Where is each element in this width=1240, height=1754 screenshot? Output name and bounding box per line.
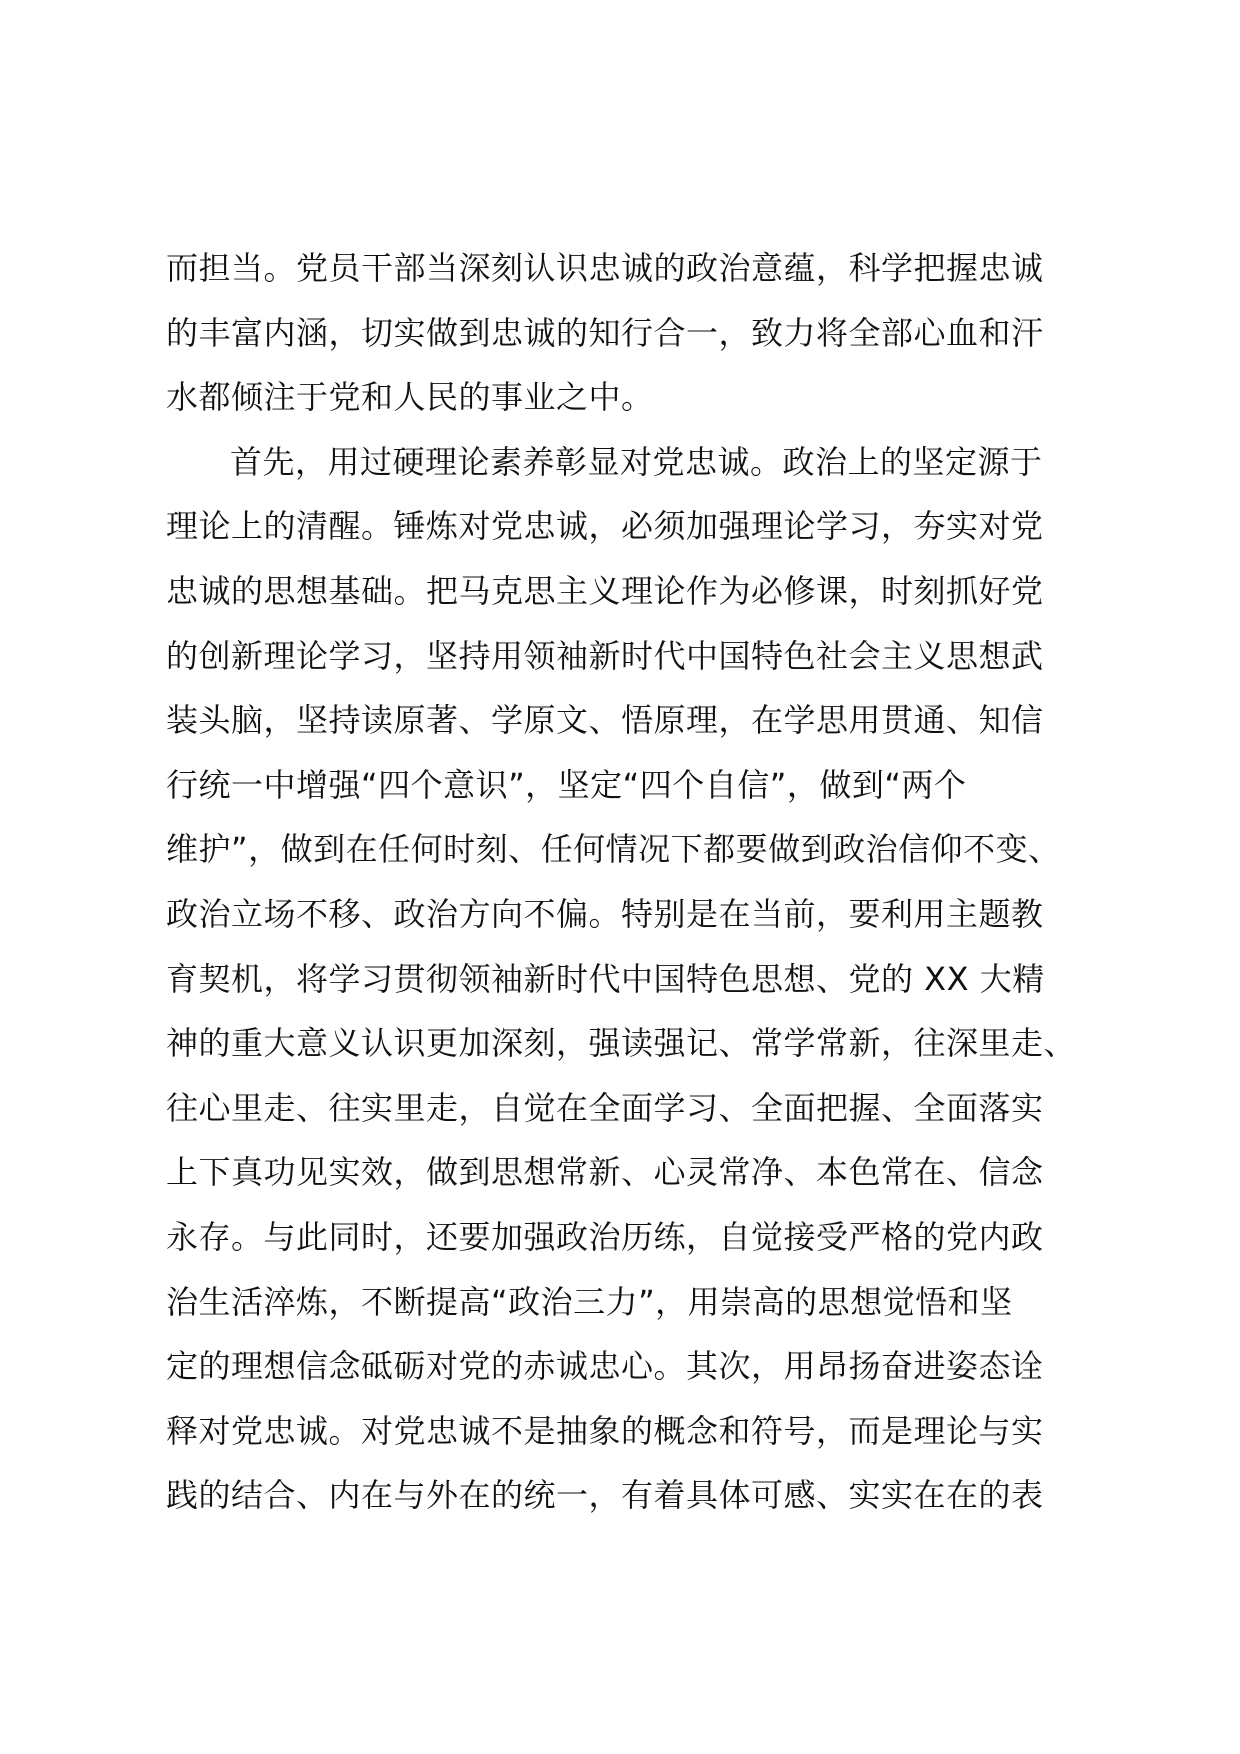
text-line: 水都倾注于党和人民的事业之中。 <box>166 378 654 417</box>
text-line: 释对党忠诚。对党忠诚不是抽象的概念和符号，而是理论与实 <box>166 1411 1044 1450</box>
text-line: 神的重大意义认识更加深刻，强读强记、常学常新，往深里走、 <box>166 1024 1077 1063</box>
text-line: 行统一中增强“四个意识”，坚定“四个自信”，做到“两个 <box>166 765 967 804</box>
text-line: 维护”，做到在任何时刻、任何情况下都要做到政治信仰不变、 <box>166 830 1061 869</box>
text-line: 上下真功见实效，做到思想常新、心灵常净、本色常在、信念 <box>166 1153 1044 1192</box>
paragraph-first-line: 首先，用过硬理论素养彰显对党忠诚。政治上的坚定源于 <box>230 442 1043 481</box>
text-line: 装头脑，坚持读原著、学原文、悟原理，在学思用贯通、知信 <box>166 701 1044 740</box>
text-line: 永存。与此同时，还要加强政治历练，自觉接受严格的党内政 <box>166 1217 1044 1256</box>
text-line: 的创新理论学习，坚持用领袖新时代中国特色社会主义思想武 <box>166 636 1044 675</box>
text-line: 育契机，将学习贯彻领袖新时代中国特色思想、党的 XX 大精 <box>166 959 1045 998</box>
text-line: 往心里走、往实里走，自觉在全面学习、全面把握、全面落实 <box>166 1088 1044 1127</box>
text-line: 治生活淬炼，不断提高“政治三力”，用崇高的思想觉悟和坚 <box>166 1282 1013 1321</box>
body-text <box>166 236 1086 1528</box>
text-line: 的丰富内涵，切实做到忠诚的知行合一，致力将全部心血和汗 <box>166 313 1044 352</box>
text-line: 理论上的清醒。锤炼对党忠诚，必须加强理论学习，夯实对党 <box>166 507 1044 546</box>
text-line: 政治立场不移、政治方向不偏。特别是在当前，要利用主题教 <box>166 894 1044 933</box>
text-line: 忠诚的思想基础。把马克思主义理论作为必修课，时刻抓好党 <box>166 571 1044 610</box>
text-line: 而担当。党员干部当深刻认识忠诚的政治意蕴，科学把握忠诚 <box>166 249 1044 287</box>
text-line: 践的结合、内在与外在的统一，有着具体可感、实实在在的表 <box>166 1476 1044 1515</box>
text-line: 定的理想信念砥砺对党的赤诚忠心。其次，用昂扬奋进姿态诠 <box>166 1347 1044 1386</box>
